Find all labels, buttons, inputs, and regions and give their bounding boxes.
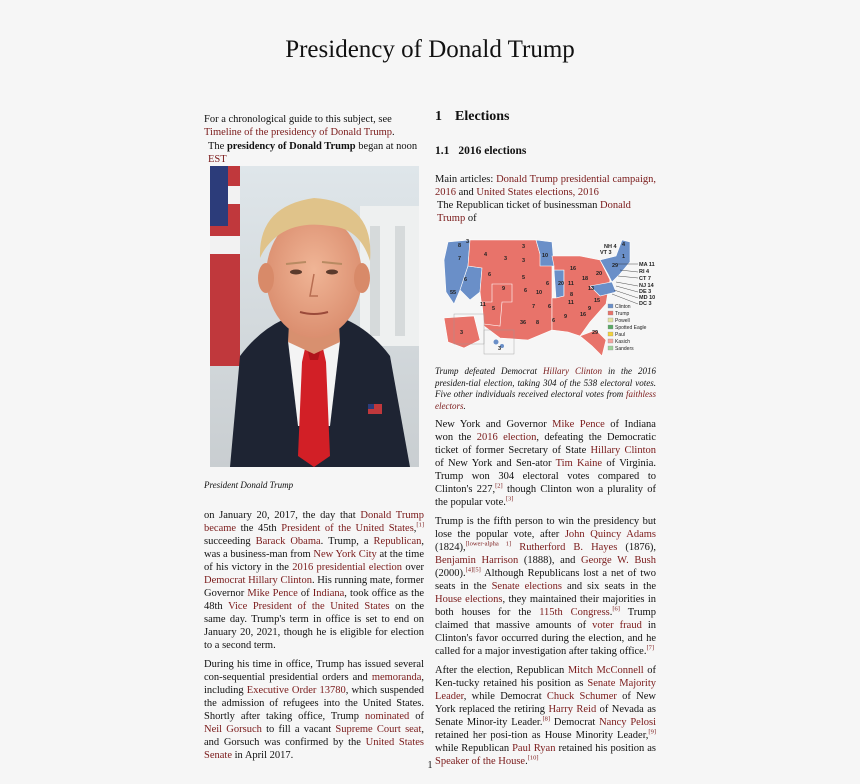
legend-swatch (608, 325, 613, 329)
right.para3-link[interactable]: Paul Ryan (512, 743, 556, 754)
right.para3-text: . (525, 756, 528, 767)
right.para3-text: After the election, Republican (435, 665, 568, 676)
right.para1-text: though Clinton won a plurality of the popular vote. (435, 484, 656, 508)
right.para2-link[interactable]: 115th Congress (539, 607, 610, 618)
right.map_caption-link[interactable]: faithless electors (435, 389, 656, 411)
svg-text:16: 16 (580, 312, 587, 318)
right.para2-link[interactable]: voter fraud (592, 620, 642, 631)
right.para2-text: Trump is the fifth person to win the presidency but lose the popular vote, after (435, 516, 656, 540)
right.para3-link[interactable]: Chuck Schumer (546, 691, 617, 702)
left-column-body (204, 509, 424, 762)
right.para2-text: (1888), and (518, 555, 581, 566)
svg-text:DE 3: DE 3 (639, 289, 652, 295)
legend-swatch (608, 318, 613, 322)
map-caption (435, 366, 656, 412)
svg-text:29: 29 (592, 330, 599, 336)
citation-ref[interactable]: [2] (495, 482, 503, 490)
document-title: Presidency of Donald Trump (285, 36, 575, 63)
svg-text:29: 29 (612, 263, 619, 269)
citation-ref[interactable]: [1] (416, 521, 424, 529)
right.para2-text: Trump claimed that massive amounts of (435, 607, 656, 631)
left.para1-link[interactable]: Barack Obama (255, 536, 321, 547)
right.para2-link[interactable]: Rutherford B. Hayes (519, 542, 618, 553)
left.para1-text: , was a business-man from (204, 536, 424, 560)
citation-ref[interactable]: [6] (612, 605, 620, 613)
left.para1-link[interactable]: Vice President of the United States (228, 601, 390, 612)
main-articles-note: Main articles: Donald Trump presidential campaign, 2016 and United States elections, 2016 (435, 174, 656, 198)
left.para1-link[interactable]: President of the United States (281, 523, 414, 534)
left.para1-link[interactable]: Mike Pence (247, 588, 298, 599)
citation-ref[interactable]: [7] (646, 644, 655, 652)
right.map_caption-text: in the 2016 presiden-tial election, taking 304 of the 538 electoral votes. Five other individuals received electoral votes from (435, 366, 656, 399)
right.map_caption-link[interactable]: Hillary Clinton (542, 366, 602, 376)
right.para2-link[interactable]: Senate elections (491, 581, 562, 592)
svg-text:3: 3 (498, 346, 502, 352)
left-paragraph-2 (204, 658, 424, 762)
right.para3-text: retained her posi-tion as House Minority Leader, (435, 730, 649, 741)
left.para1-text: on the same day. Trump's term in office is set to end on January 20, 2021, though he is eligible for election to a second term. (204, 601, 424, 651)
right.para1-text: New York and Governor (435, 419, 553, 430)
legend-label: Spotted Eagle (615, 324, 647, 331)
elections-link[interactable]: United States elections, 2016 (476, 187, 599, 198)
left.para2-link[interactable]: Executive Order 13780 (246, 685, 346, 696)
svg-text:MD 10: MD 10 (639, 295, 656, 301)
citation-ref[interactable]: [10] (527, 754, 539, 762)
left.para2-text: , which suspended the admission of refugees into the United States. Shortly after taking office, Trump (204, 685, 424, 722)
left.para1-text: succeeding (204, 536, 256, 547)
svg-text:3: 3 (504, 256, 508, 262)
right.para3-text: Democrat (550, 717, 600, 728)
svg-text:3: 3 (522, 258, 526, 264)
svg-text:RI 4: RI 4 (639, 269, 650, 275)
svg-text:55: 55 (450, 290, 457, 296)
left-column-top (204, 113, 424, 166)
svg-text:4: 4 (622, 242, 626, 248)
svg-text:6: 6 (524, 288, 528, 294)
subsection-heading-2016: 1.1 2016 elections (435, 145, 527, 157)
svg-text:8: 8 (536, 320, 540, 326)
svg-text:NH 4: NH 4 (604, 244, 617, 250)
portrait-image (210, 166, 419, 467)
legend-label: Kasich (615, 338, 631, 345)
svg-text:3: 3 (466, 239, 470, 245)
right.para3-link[interactable]: Senate Majority Leader (435, 678, 657, 702)
right.para1-text: of Virginia. Trump won 304 electoral votes compared to Clinton's 227, (435, 458, 657, 495)
trump-link[interactable]: Donald Trump (437, 200, 631, 224)
svg-text:18: 18 (582, 276, 589, 282)
lead-sentence: The presidency of Donald Trump began at noon EST (208, 141, 418, 165)
left.para1-text: over (402, 562, 424, 573)
left.para2-link[interactable]: nominated (364, 711, 410, 722)
right.para1-link[interactable]: Hillary Clinton (590, 445, 656, 456)
svg-text:20: 20 (596, 271, 603, 277)
svg-text:16: 16 (570, 266, 577, 272)
right.para2-text: , they maintained their majorities in both houses for the (435, 594, 656, 618)
left.para2-text: , including (204, 672, 424, 696)
svg-text:13: 13 (588, 286, 595, 292)
svg-text:3: 3 (460, 330, 464, 336)
svg-text:MA 11: MA 11 (639, 262, 655, 268)
left.para1-link[interactable]: Donald Trump became (204, 510, 424, 534)
legend-label: Sanders (615, 345, 634, 352)
svg-text:5: 5 (522, 275, 526, 281)
left.para1-link[interactable]: Indiana (312, 588, 345, 599)
svg-text:9: 9 (564, 314, 568, 320)
svg-text:NJ 14: NJ 14 (639, 283, 654, 289)
svg-text:15: 15 (594, 298, 601, 304)
hatnote: For a chronological guide to this subject, see Timeline of the presidency of Donald Trump. (204, 114, 395, 138)
right.para3-link[interactable]: Speaker of the House (435, 756, 526, 767)
right-column-body (435, 418, 656, 768)
svg-text:6: 6 (488, 272, 492, 278)
left.para2-text: to fill a vacant (261, 724, 336, 735)
right.para1-text: of Indiana won the (435, 419, 656, 443)
right.para2-link[interactable]: Benjamin Harrison (435, 555, 519, 566)
right.para3-text: retained his position as (555, 743, 657, 754)
legend-label: Clinton (615, 303, 631, 310)
citation-ref[interactable]: [9] (648, 728, 656, 736)
right.para3-text: while Republican (435, 743, 513, 754)
svg-text:9: 9 (502, 286, 506, 292)
left.para1-link[interactable]: Hillary Clinton (248, 575, 312, 586)
left.para1-text: on January 20, 2017, the day that (204, 510, 361, 521)
svg-text:CT 7: CT 7 (639, 276, 651, 282)
svg-text:11: 11 (568, 281, 574, 287)
svg-text:20: 20 (558, 281, 565, 287)
right.para1-link[interactable]: Mike Pence (552, 419, 605, 430)
left.para1-link[interactable]: New York City (313, 549, 377, 560)
right.para2-link[interactable]: John Quincy Adams (564, 529, 656, 540)
svg-text:7: 7 (532, 304, 536, 310)
left.para1-text: of (297, 588, 313, 599)
legend-swatch (608, 346, 613, 350)
left.para2-link[interactable]: United States Senate (204, 737, 424, 761)
svg-text:VT 3: VT 3 (600, 250, 612, 256)
left.para1-text: , took office as the 48th (204, 588, 424, 612)
left-paragraph-1 (204, 509, 424, 652)
svg-text:36: 36 (520, 320, 527, 326)
svg-text:5: 5 (492, 306, 496, 312)
right.para1-text: of New York and Sen-ator (435, 458, 556, 469)
citation-ref[interactable]: [lower-alpha 1] (465, 540, 512, 548)
left.para1-text: . Trump, a (320, 536, 374, 547)
legend-swatch (608, 332, 613, 336)
right.para2-text: (1824), (435, 542, 466, 553)
svg-text:11: 11 (568, 300, 574, 306)
left.para2-link[interactable]: memoranda (371, 672, 422, 683)
svg-text:8: 8 (570, 292, 574, 298)
legend-swatch (608, 339, 613, 343)
electoral-map-image (440, 230, 656, 360)
left.para2-text: in April 2017. (232, 750, 294, 761)
right-column-top (435, 108, 656, 225)
svg-text:6: 6 (464, 277, 468, 283)
right.para2-text: Although Republicans lost a net of two seats in the (435, 568, 656, 592)
legend-label: Trump (615, 310, 630, 317)
svg-text:6: 6 (546, 281, 550, 287)
left.para2-link[interactable]: Supreme Court (335, 724, 401, 735)
est-link[interactable]: EST (208, 154, 227, 165)
campaign-link[interactable]: Donald Trump presidential campaign, 2016 (435, 174, 656, 198)
left.para2-text: , and Gorsuch was confirmed by the (204, 724, 425, 748)
right.para2-text: (2000). (435, 568, 466, 579)
left.para2-text: of (409, 711, 424, 722)
page-number: 1 (427, 760, 433, 771)
right-paragraph-3 (435, 664, 656, 768)
right.para3-link[interactable]: Nancy Pelosi (599, 717, 656, 728)
svg-text:9: 9 (588, 306, 592, 312)
svg-text:8: 8 (458, 243, 462, 249)
right.map_caption-text: Trump defeated Democrat (435, 366, 543, 376)
section-heading-elections: 1 Elections (435, 109, 510, 124)
citation-ref[interactable]: [3] (505, 495, 514, 503)
right-paragraph-2 (435, 515, 656, 658)
right.para1-link[interactable]: Tim Kaine (555, 458, 603, 469)
legend-swatch (608, 304, 613, 308)
right.para3-text: , while Democrat (463, 691, 547, 702)
photo-caption: President Donald Trump (204, 480, 294, 490)
right.para3-text: of Ken-tucky retained his position as (435, 665, 656, 689)
right.para2-text: . (609, 607, 613, 618)
ticket-sentence: The Republican ticket of businessman Donald Trump of (437, 200, 631, 224)
president-portrait (210, 166, 419, 467)
left.para1-text: at the time of his victory in the (204, 549, 424, 573)
left.para1-link[interactable]: Republican (373, 536, 422, 547)
left.para1-text: . His running mate, former Governor (204, 575, 424, 599)
svg-text:10: 10 (542, 253, 549, 259)
legend-swatch (608, 311, 613, 315)
right.para3-link[interactable]: Mitch McConnell (567, 665, 644, 676)
map-legend (608, 304, 647, 352)
right.para3-text: of Nevada as Senate Minor-ity Leader. (435, 704, 656, 728)
left.para1-link[interactable]: Democrat (204, 575, 246, 586)
right.para2-link[interactable]: House elections (435, 594, 503, 605)
svg-text:1: 1 (622, 254, 626, 260)
svg-text:6: 6 (548, 304, 552, 310)
electoral-map (440, 230, 656, 360)
right.para2-text: (1876), (617, 542, 656, 553)
right.para2-link[interactable]: George W. Bush (581, 555, 656, 566)
legend-label: Powell (615, 317, 630, 324)
svg-text:10: 10 (536, 290, 543, 296)
left.para2-text: During his time in office, Trump has issued several con-sequential presidential orders and (204, 659, 424, 683)
right.para3-link[interactable]: Harry Reid (548, 704, 597, 715)
right.para1-link[interactable]: 2016 election (476, 432, 537, 443)
left.para1-link[interactable]: 2016 presidential election (292, 562, 403, 573)
timeline-link[interactable]: Timeline of the presidency of Donald Trump (204, 127, 393, 138)
right.map_caption-text: . (463, 400, 466, 411)
legend-label: Paul (615, 331, 626, 338)
left.para2-link[interactable]: Neil Gorsuch (204, 724, 262, 735)
right.para2-text: and six seats in the (561, 581, 656, 592)
svg-text:4: 4 (484, 252, 488, 258)
svg-text:DC 3: DC 3 (639, 301, 652, 307)
right.para2-text: in Clinton's favor occurred during the election, and he called for a major investigation after taking office. (435, 620, 657, 657)
svg-text:3: 3 (522, 244, 526, 250)
left.para1-text: , (413, 523, 417, 534)
right.para1-text: , defeating the Democratic ticket of former Secretary of State (435, 432, 656, 456)
left.para2-link[interactable]: seat (405, 724, 422, 735)
citation-ref[interactable]: [8] (542, 715, 551, 723)
right.para3-text: of New York replaced the retiring (435, 691, 656, 715)
svg-text:11: 11 (480, 302, 486, 308)
left.para1-text: the 45th (236, 523, 282, 534)
svg-text:6: 6 (552, 318, 556, 324)
right-paragraph-1 (435, 418, 656, 509)
svg-text:7: 7 (458, 256, 462, 262)
citation-ref[interactable]: [4][5] (465, 566, 481, 574)
